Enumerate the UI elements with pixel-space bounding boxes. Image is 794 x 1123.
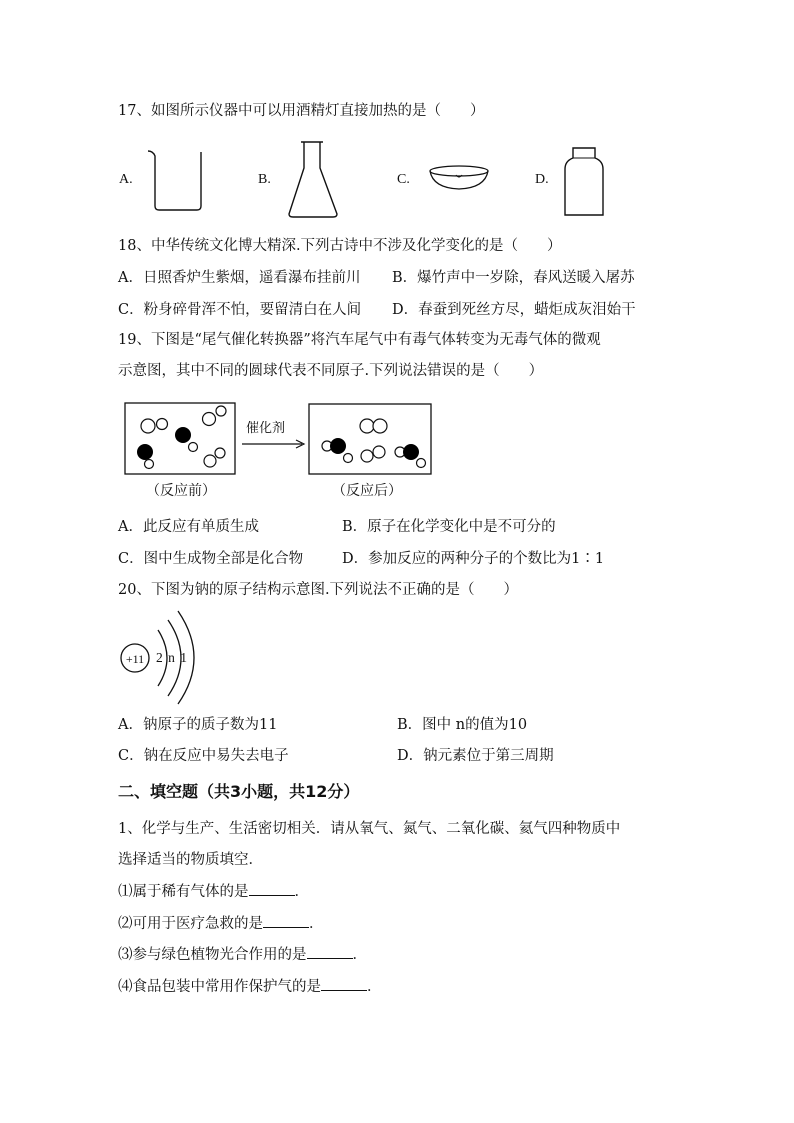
q19-option-b: B．原子在化学变化中是不可分的	[342, 519, 556, 535]
before-label: （反应前）	[146, 483, 216, 499]
catalyst-label: 催化剂	[246, 421, 286, 436]
fill-q1-line2: 选择适当的物质填空．	[118, 852, 263, 868]
fill-q1-line1: 1、化学与生产、生活密切相关．请从氧气、氮气、二氧化碳、氦气四种物质中	[118, 821, 621, 837]
q19-option-a: A．此反应有单质生成	[118, 519, 259, 535]
section-title: 二、填空题（共3小题，共12分）	[118, 782, 360, 801]
q20-option-d: D．钠元素位于第三周期	[397, 748, 554, 764]
answer-blank-1[interactable]	[249, 881, 295, 896]
q20-option-a: A．钠原子的质子数为11	[118, 717, 278, 733]
answer-blank-3[interactable]	[307, 944, 353, 959]
fill-sub-2-text: ⑵可用于医疗急救的是	[118, 916, 263, 932]
q18-option-c: C．粉身碎骨浑不怕，要留清白在人间	[118, 302, 362, 318]
fill-sub-1: ⑴属于稀有气体的是 ．	[118, 881, 309, 902]
fill-sub-3: ⑶参与绿色植物光合作用的是 ．	[118, 944, 367, 965]
q17-option-c-label: C.	[397, 172, 410, 187]
evaporating-dish-icon	[427, 160, 493, 192]
fill-sub-1-text: ⑴属于稀有气体的是	[118, 884, 249, 900]
q18-option-a: A．日照香炉生紫烟，遥看瀑布挂前川	[118, 270, 361, 286]
q20-stem: 20、下图为钠的原子结构示意图.下列说法不正确的是（ ）	[118, 582, 519, 598]
after-label: （反应后）	[332, 483, 402, 499]
q17-option-a-label: A.	[119, 172, 133, 187]
answer-blank-2[interactable]	[263, 913, 309, 928]
q18-stem: 18、中华传统文化博大精深.下列古诗中不涉及化学变化的是（ ）	[118, 238, 562, 254]
q17-option-d-label: D.	[535, 172, 549, 187]
nucleus-charge: +11	[125, 652, 145, 666]
answer-blank-4[interactable]	[321, 976, 367, 991]
q20-option-b: B．图中 n的值为10	[397, 717, 528, 733]
electron-shell-counts: 2 n 1	[156, 650, 187, 665]
q17-stem: 17、如图所示仪器中可以用酒精灯直接加热的是（ ）	[118, 103, 485, 119]
after-box	[309, 404, 431, 474]
conical-flask-icon	[285, 138, 341, 220]
fill-sub-4-text: ⑷食品包装中常用作保护气的是	[118, 979, 321, 995]
fill-sub-3-text: ⑶参与绿色植物光合作用的是	[118, 947, 307, 963]
reagent-bottle-icon	[563, 145, 605, 219]
q19-stem-line2: 示意图，其中不同的圆球代表不同原子.下列说法错误的是（ ）	[118, 363, 544, 379]
q18-option-d: D．春蚕到死丝方尽，蜡炬成灰泪始干	[392, 302, 636, 318]
q19-stem-line1: 19、下图是“尾气催化转换器”将汽车尾气中有毒气体转变为无毒气体的微观	[118, 332, 601, 348]
q20-option-c: C．钠在反应中易失去电子	[118, 748, 289, 764]
q18-option-b: B．爆竹声中一岁除，春风送暖入屠苏	[392, 270, 635, 286]
fill-sub-4: ⑷食品包装中常用作保护气的是 ．	[118, 976, 382, 997]
fill-sub-2: ⑵可用于医疗急救的是 ．	[118, 913, 324, 934]
q19-option-d: D．参加反应的两种分子的个数比为1∶1	[342, 551, 605, 567]
q19-option-c: C．图中生成物全部是化合物	[118, 551, 304, 567]
beaker-icon	[145, 148, 207, 214]
catalytic-reaction-diagram	[124, 400, 436, 478]
q17-option-b-label: B.	[258, 172, 271, 187]
